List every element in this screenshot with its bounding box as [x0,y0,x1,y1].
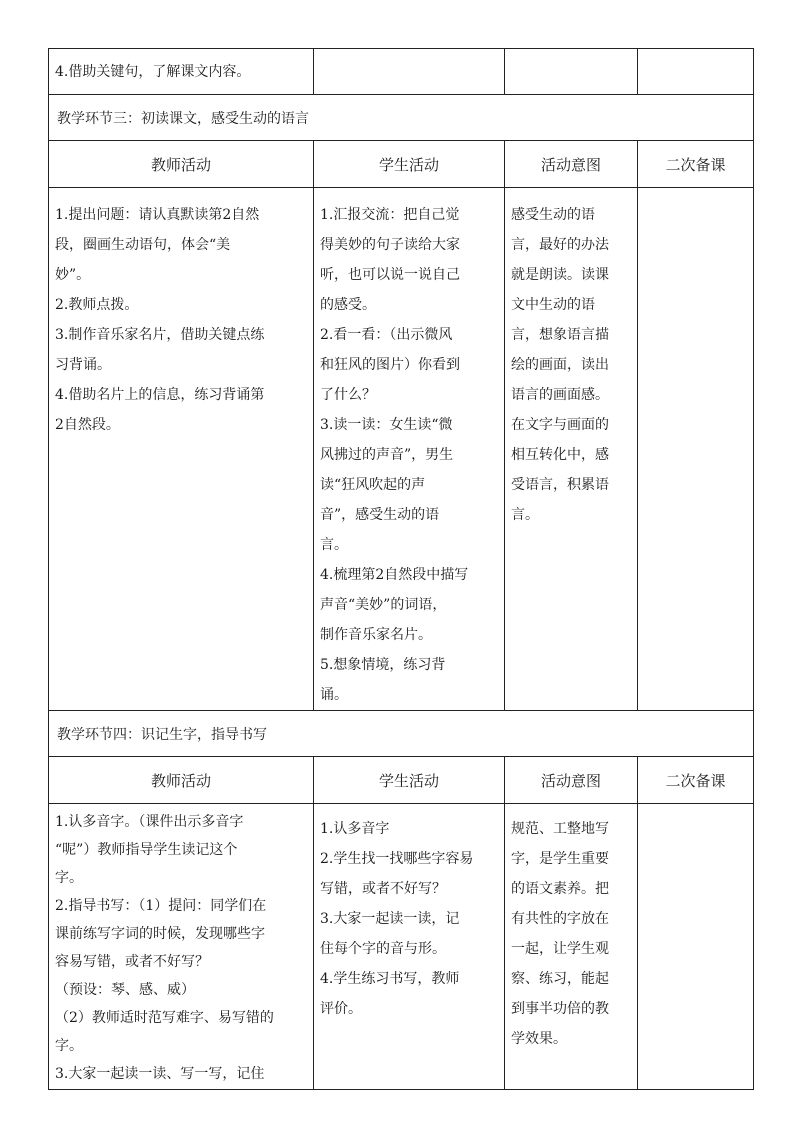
text-line: 学效果。 [511,1031,567,1047]
section-title-row [49,711,754,757]
activity-intent-cell [505,49,638,95]
header-row [49,141,754,188]
text-line: 文中生动的语 [511,297,595,313]
text-line: “呢”）教师指导学生读记这个 [55,842,238,858]
teacher-activity-cell [49,49,314,95]
text-line: 诵。 [320,687,348,703]
activity-intent-cell [505,804,638,1090]
second-prep-cell [638,188,754,711]
student-activity-text [314,804,504,1024]
text-line: 言，最好的办法 [511,237,609,253]
student-activity-cell [314,804,505,1090]
text-line: 写错，或者不好写？ [320,881,446,897]
text-line: 字。 [55,870,83,886]
student-activity-cell [314,49,505,95]
text-line: 感受生动的语 [511,207,595,223]
table-row [49,804,754,1090]
text-line: 妙”。 [55,267,91,283]
text-line: 容易写错，或者不好写？ [55,954,209,970]
header-teacher-activity: 教师活动 [49,757,314,804]
text-line: 言。 [511,507,539,523]
text-line: 风拂过的声音”，男生 [320,447,454,463]
text-line: 受语言，积累语 [511,477,609,493]
text-line: 的感受。 [320,297,376,313]
text-line: 言，想象语言描 [511,327,609,343]
text-line: 声音“美妙”的词语， [320,597,447,613]
text-line: 4.梳理第2自然段中描写 [320,567,469,583]
text-line: 3.制作音乐家名片，借助关键点练 [55,327,265,343]
teacher-activity-text [49,804,313,1088]
text-line: 绘的画面，读出 [511,357,609,373]
text-line: 5.想象情境，练习背 [320,657,446,673]
second-prep-cell [638,49,754,95]
text-line: （预设：琴、感、威） [55,982,195,998]
text-line: 1.认多音字。（课件出示多音字 [55,814,244,830]
text-line: 4.借助名片上的信息，练习背诵第 [55,387,265,403]
text-line: 音”，感受生动的语 [320,507,440,523]
text-line: 一起，让学生观 [511,941,609,957]
text-line: 在文字与画面的 [511,417,609,433]
header-second-prep: 二次备课 [638,141,754,188]
text-line: 的语文素养。把 [511,881,609,897]
header-student-activity: 学生活动 [314,757,505,804]
text-line: 字。 [55,1038,83,1054]
text-line: 和狂风的图片）你看到 [320,357,460,373]
text-line: 1.汇报交流：把自己觉 [320,207,460,223]
table-row [49,49,754,95]
activity-intent-cell [505,188,638,711]
text-line: 了什么？ [320,387,376,403]
teacher-activity-text [49,188,313,440]
text-line: 字，是学生重要 [511,851,609,867]
text-line: 就是朗读。读课 [511,267,609,283]
text-line: 3.大家一起读一读、写一写，记住 [55,1066,265,1082]
text-line: 4.学生练习书写，教师 [320,971,460,987]
text-line: 有共性的字放在 [511,911,609,927]
text-line: 语言的画面感。 [511,387,609,403]
teacher-activity-cell [49,188,314,711]
text-line: 习背诵。 [55,357,111,373]
text-line: 课前练写字词的时候，发现哪些字 [55,926,265,942]
header-second-prep: 二次备课 [638,757,754,804]
section-title-row [49,95,754,141]
table-row [49,188,754,711]
text-line: 段，圈画生动语句，体会“美 [55,237,231,253]
header-teacher-activity: 教师活动 [49,141,314,188]
text-line: 听，也可以说一说自己 [320,267,460,283]
text-line: 规范、工整地写 [511,821,609,837]
second-prep-cell [638,804,754,1090]
text-line: 2.看一看：（出示微风 [320,327,453,343]
activity-intent-text [505,804,637,1054]
text-line: 相互转化中，感 [511,447,609,463]
section-title: 教学环节三：初读课文，感受生动的语言 [49,95,754,141]
text-line: 住每个字的音与形。 [320,941,446,957]
student-activity-cell [314,188,505,711]
text-line: 1.提出问题：请认真默读第2自然 [55,207,260,223]
text-line: 2.指导书写：（1）提问：同学们在 [55,898,267,914]
activity-intent-text [505,188,637,530]
text-line: 言。 [320,537,348,553]
header-activity-intent: 活动意图 [505,757,638,804]
header-student-activity: 学生活动 [314,141,505,188]
text-line: 2自然段。 [55,417,120,433]
text-line: 到事半功倍的教 [511,1001,609,1017]
text-line: 4.借助关键句，了解课文内容。 [55,63,251,80]
text-line: 制作音乐家名片。 [320,627,432,643]
text-line: 评价。 [320,1001,362,1017]
text-line: 2.教师点拨。 [55,297,139,313]
teacher-activity-text [49,57,313,87]
text-line: 3.大家一起读一读，记 [320,911,460,927]
section-title: 教学环节四：识记生字，指导书写 [49,711,754,757]
student-activity-text [314,188,504,710]
teacher-activity-cell [49,804,314,1090]
text-line: （2）教师适时范写难字、易写错的 [55,1010,274,1026]
text-line: 得美妙的句子读给大家 [320,237,460,253]
text-line: 2.学生找一找哪些字容易 [320,851,474,867]
header-activity-intent: 活动意图 [505,141,638,188]
lesson-plan-table [48,48,754,1090]
header-row [49,757,754,804]
text-line: 3.读一读：女生读“微 [320,417,453,433]
text-line: 察、练习，能起 [511,971,609,987]
text-line: 1.认多音字 [320,821,390,837]
text-line: 读“狂风吹起的声 [320,477,426,493]
